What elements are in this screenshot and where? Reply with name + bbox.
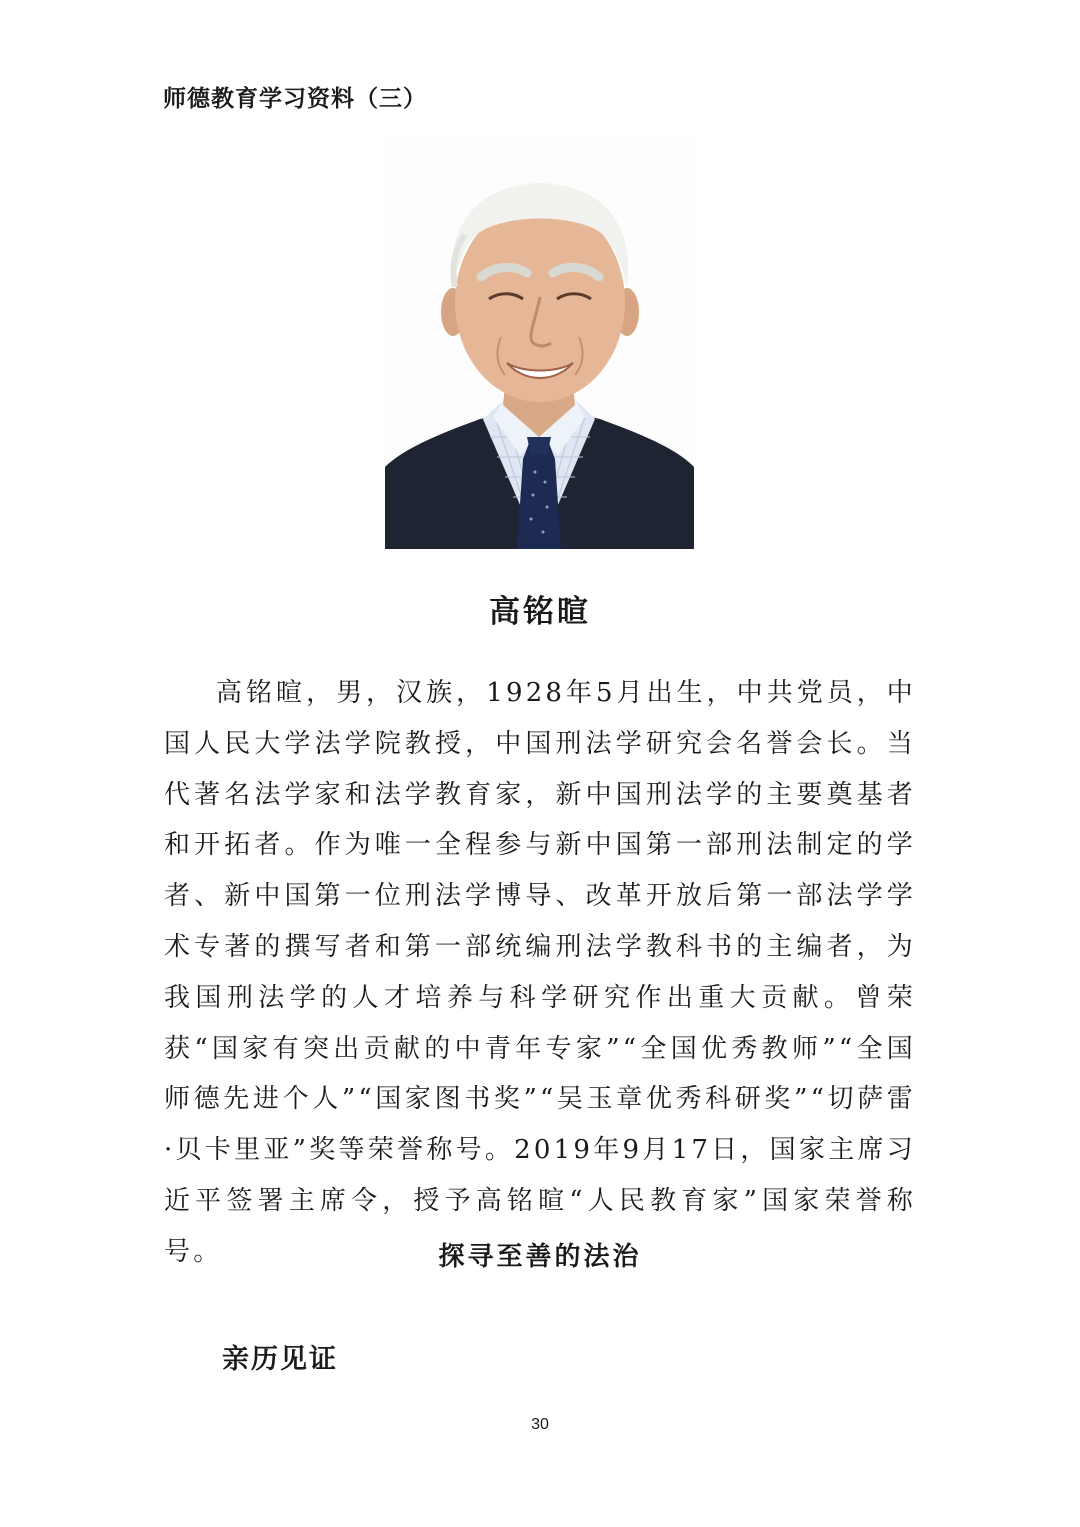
- portrait-photo: [385, 137, 694, 549]
- section-heading: 亲历见证: [222, 1344, 338, 1375]
- document-header: 师德教育学习资料（三）: [163, 86, 427, 112]
- biography-paragraph: 高铭暄，男，汉族，1928年5月出生，中共党员，中国人民大学法学院教授，中国刑法学研究会名誉会长。当代著名法学家和法学教育家，新中国刑法学的主要奠基者和开拓者。作为唯一全程参与新中国第一部刑法制定的学者、新中国第一位刑法学博导、改革开放后第一部法学学术专著的撰写者和第一部统编刑法学教科书的主编者，为我国刑法学的人才培养与科学研究作出重大贡献。曾荣获“国家有突出贡献的中青年专家”“全国优秀教师”“全国师德先进个人”“国家图书奖”“吴玉章优秀科研奖”“切萨雷·贝卡里亚”奖等荣誉称号。2019年9月17日，国家主席习近平签署主席令，授予高铭暄“人民教育家”国家荣誉称号。: [164, 678, 916, 1267]
- portrait-illustration: [385, 137, 694, 549]
- person-name: 高铭暄: [489, 594, 591, 630]
- article-title: 探寻至善的法治: [438, 1242, 642, 1272]
- page-number: 30: [531, 1416, 549, 1433]
